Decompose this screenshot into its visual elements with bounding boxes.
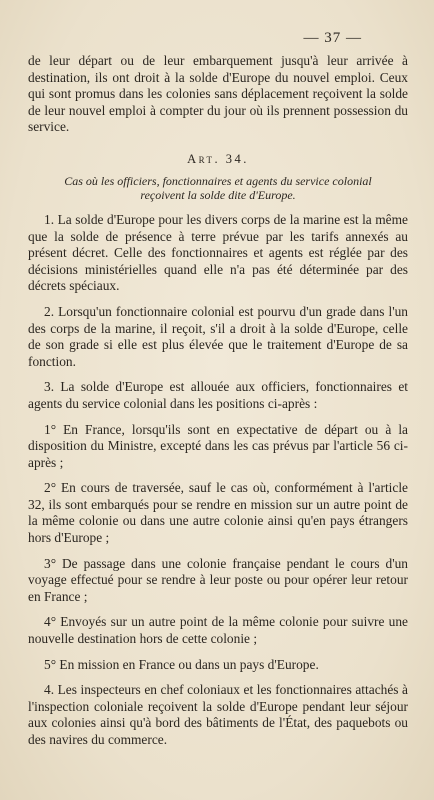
paragraph-4: 4. Les inspecteurs en chef coloniaux et les fonctionnaires attachés à l'inspection coloniale reçoivent la solde d'Europe pendant leur séjour aux colonies ainsi qu'à bord des bâtiments de l'État, des paquebots ou des navires du commerce. bbox=[28, 682, 408, 747]
page-number: — 37 — bbox=[303, 30, 362, 46]
list-item-5: 5° En mission en France ou dans un pays d'Europe. bbox=[44, 656, 319, 672]
article-title: Art. 34. bbox=[187, 151, 249, 166]
list-item-2: 2° En cours de traversée, sauf le cas où, conformément à l'article 32, ils sont embarqués pour se rendre en mission sur un autre point de la même colonie ou dans une autre colonie ainsi qu'en pays étrangers hors d'Europe ; bbox=[28, 480, 408, 546]
paragraph-2: 2. Lorsqu'un fonctionnaire colonial est pourvu d'un grade dans l'un des corps de la marine, il reçoit, s'il a droit à la solde d'Europe, celle de son grade si elle est plus élevée que le traitement d'Europe de sa fonction. bbox=[28, 303, 408, 369]
intro-paragraph: de leur départ ou de leur embarquement jusqu'à leur arrivée à destination, ils ont droit à la solde d'Europe du nouvel emploi. Ceux qui sont promus dans les colonies sans déplacement reçoivent la solde de leur nouvel emploi à compter du jour où ils prennent possession du service. bbox=[28, 53, 408, 135]
list-item-3: 3° De passage dans une colonie française pendant le cours d'un voyage effectué pour se rendre à leur poste ou pour opérer leur retour en France ; bbox=[28, 555, 408, 604]
list-item-4: 4° Envoyés sur un autre point de la même colonie pour suivre une nouvelle destination hors de cette colonie ; bbox=[28, 614, 408, 647]
list-item-1: 1° En France, lorsqu'ils sont en expectative de départ ou à la disposition du Ministre, excepté dans les cas prévus par l'article 56 ci-après ; bbox=[28, 421, 408, 470]
paragraph-3: 3. La solde d'Europe est allouée aux officiers, fonctionnaires et agents du service colonial dans les positions ci-après : bbox=[28, 379, 408, 411]
article-subtitle bbox=[28, 174, 408, 203]
article-subtitle-line-2: reçoivent la solde dite d'Europe. bbox=[140, 188, 296, 203]
paragraph-1: 1. La solde d'Europe pour les divers corps de la marine est la même que la solde de présence à terre prévue par les tarifs annexés au présent décret. Celle des fonctionnaires et agents est réglée par des décisions ministérielles quand elle n'a pas été déterminée par des décrets spéciaux. bbox=[28, 211, 408, 294]
article-subtitle-line-1: Cas où les officiers, fonctionnaires et agents du service colonial bbox=[64, 173, 372, 188]
